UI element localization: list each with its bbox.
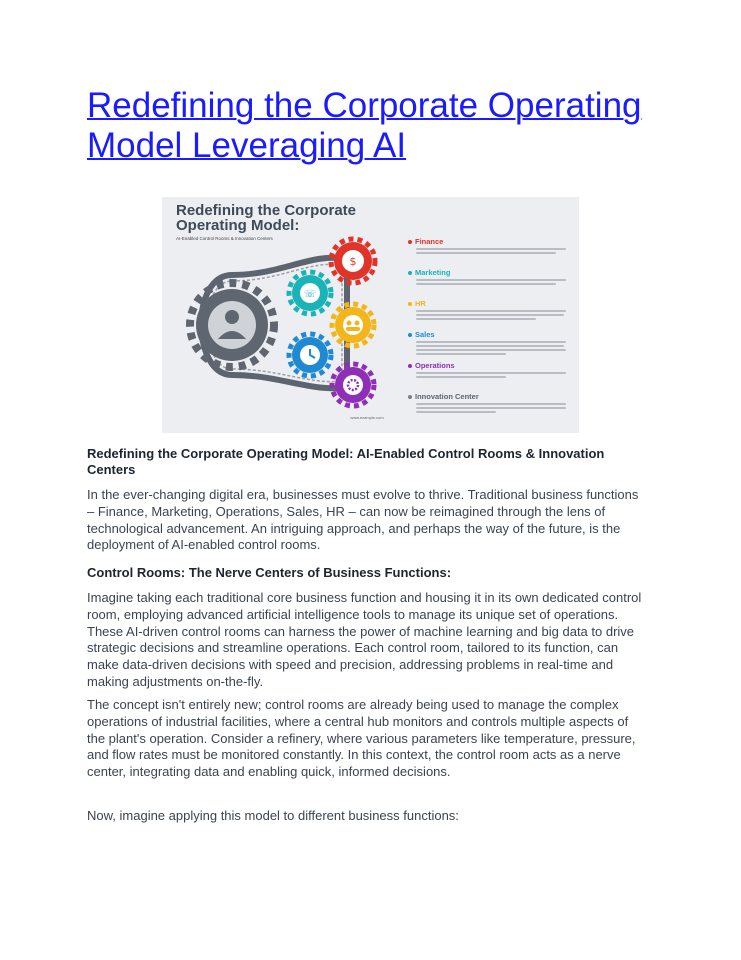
infographic-item-label: Finance xyxy=(415,237,444,246)
intro-paragraph: In the ever-changing digital era, businesses must evolve to thrive. Traditional business functions – Finance, Marketing, Operations, Sales, HR – can now be reimagined through the lens of technological advancement. An intriguing approach, and perhaps the way of the future, is the deployment of AI-enabled control rooms. xyxy=(87,487,639,553)
bullet-icon xyxy=(408,364,412,368)
article-heading: Redefining the Corporate Operating Model: AI-Enabled Control Rooms & Innovation Centers xyxy=(87,446,605,477)
bullet-icon xyxy=(408,271,412,275)
infographic-item-marketing xyxy=(408,268,573,299)
svg-text:☏: ☏ xyxy=(303,289,317,300)
sales-gear-icon xyxy=(289,334,331,376)
central-gear-icon xyxy=(190,283,274,367)
infographic-item-label: Marketing xyxy=(415,268,451,277)
paragraph-1: Imagine taking each traditional core business function and housing it in its own dedicated control room, employing advanced artificial intelligence tools to manage its unique set of operations. These AI-driven control rooms can harness the power of machine learning and big data to drive strategic decisions and streamline operations. Each control room, tailored to its function, can make data-driven decisions with speed and precision, addressing problems in real-time and making adjustments on-the-fly. xyxy=(87,590,642,689)
hr-gear-icon xyxy=(332,304,374,346)
section-heading: Control Rooms: The Nerve Centers of Business Functions: xyxy=(87,565,452,580)
paragraph-3: Now, imagine applying this model to different business functions: xyxy=(87,808,459,823)
finance-gear-icon xyxy=(331,239,375,283)
infographic-item-label: Sales xyxy=(415,330,435,339)
infographic-image xyxy=(162,197,579,433)
infographic-item-label: HR xyxy=(415,299,426,308)
title-link[interactable]: Redefining the Corporate Operating Model Leveraging AI xyxy=(87,86,642,165)
marketing-gear-icon xyxy=(289,272,331,314)
bullet-icon xyxy=(408,302,412,306)
bullet-icon xyxy=(408,240,412,244)
infographic-item-innovation-center xyxy=(408,392,573,413)
svg-text:$: $ xyxy=(349,255,357,268)
infographic-list xyxy=(408,237,573,415)
infographic-subtitle: AI-Enabled Control Rooms & Innovation Centers xyxy=(176,236,273,241)
infographic-item-hr xyxy=(408,299,573,330)
infographic-item-sales xyxy=(408,330,573,361)
infographic-footer: www.example.com xyxy=(350,415,384,420)
bullet-icon xyxy=(408,333,412,337)
infographic-item-label: Operations xyxy=(415,361,455,370)
infographic-item-operations xyxy=(408,361,573,392)
paragraph-2: The concept isn't entirely new; control rooms are already being used to manage the complex operations of industrial facilities, where a central hub monitors and controls multiple aspects of the plant's operation. Consider a refinery, where various parameters like temperature, pressure, and flow rates must be monitored constantly. In this context, the control room acts as a nerve center, integrating data and enabling quick, informed decisions. xyxy=(87,697,636,780)
operations-gear-icon xyxy=(332,364,374,406)
infographic-item-finance xyxy=(408,237,573,268)
bullet-icon xyxy=(408,395,412,399)
infographic-item-label: Innovation Center xyxy=(415,392,479,401)
page-title xyxy=(87,86,687,166)
infographic-title: Redefining the Corporate Operating Model: xyxy=(176,202,357,234)
